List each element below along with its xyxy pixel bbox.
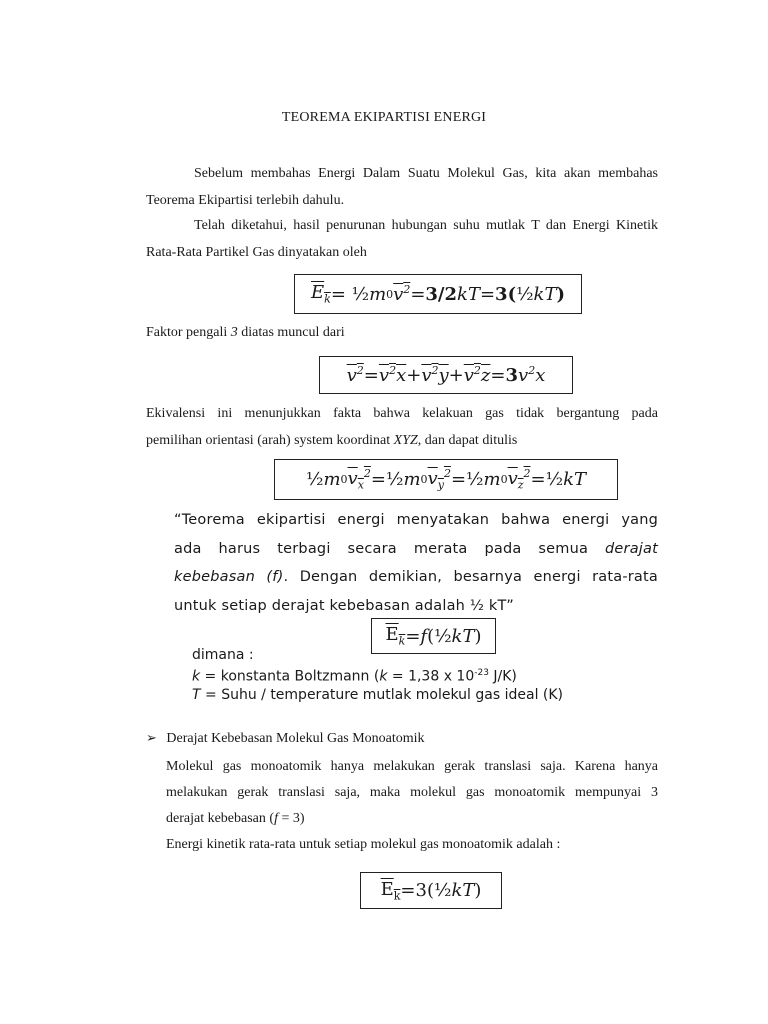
monoatomik-heading: ➢ Derajat Kebebasan Molekul Gas Monoatomik	[146, 730, 425, 746]
equation-box-energy-per-degree: $E_k$ = f (½ kT )	[371, 618, 496, 654]
equation-box-velocity-components: $v^2$ = $v^2x$ + $v^2y$ + $v^2z$ = 3 $v^2x$	[319, 356, 573, 394]
equation-box-equipartition-components: ½ m 0 $v_x^2$ = ½ m 0 $v_y^2$ = ½ m 0 $v_z^2$ = ½ kT	[274, 459, 618, 500]
faktor-line: Faktor pengali 3 diatas muncul dari	[146, 325, 345, 340]
intro-paragraph-1: Sebelum membahas Energi Dalam Suatu Molekul Gas, kita akan membahas Teorema Ekipartisi terlebih dahulu.	[146, 166, 658, 208]
intro-paragraph-2: Telah diketahui, hasil penurunan hubungan suhu mutlak T dan Energi Kinetik Rata-Rata Partikel Gas dinyatakan oleh	[146, 218, 658, 260]
page-title: TEOREMA EKIPARTISI ENERGI	[281, 110, 487, 125]
equation-box-kinetic-energy: $E_k$ = ½ m 0 $v^2$ = 3/2 kT = 3( ½ kT )	[294, 274, 582, 314]
monoatomik-paragraph: Molekul gas monoatomik hanya melakukan gerak translasi saja. Karena hanya melakukan gerak translasi saja, maka molekul gas monoatomik mempunyai 3 derajat kebebasan (f = 3) Energi kinetik rata-rata untuk setiap molekul gas monoatomik adalah :	[166, 759, 658, 852]
equation-box-monoatomic-energy: $E_k$ = 3(½ kT )	[360, 872, 502, 909]
equipartition-quote: “Teorema ekipartisi energi menyatakan bahwa energi yang ada harus terbagi secara merata pada semua derajat kebebasan (f). Dengan demikian, besarnya energi rata-rata untuk setiap derajat kebebasan adalah ½ kT”	[174, 512, 658, 614]
arrow-bullet-icon: ➢	[146, 730, 157, 745]
dimana-definitions: dimana : k = konstanta Boltzmann (k = 1,38 x $10^{-23}$ J/K) T = Suhu / temperature mutlak molekul gas ideal (K)	[192, 647, 564, 703]
ekivalensi-paragraph: Ekivalensi ini menunjukkan fakta bahwa kelakuan gas tidak bergantung pada pemilihan orientasi (arah) system koordinat XYZ, dan dapat ditulis	[146, 406, 658, 448]
eq1-lhs: $E_k$	[311, 282, 331, 306]
